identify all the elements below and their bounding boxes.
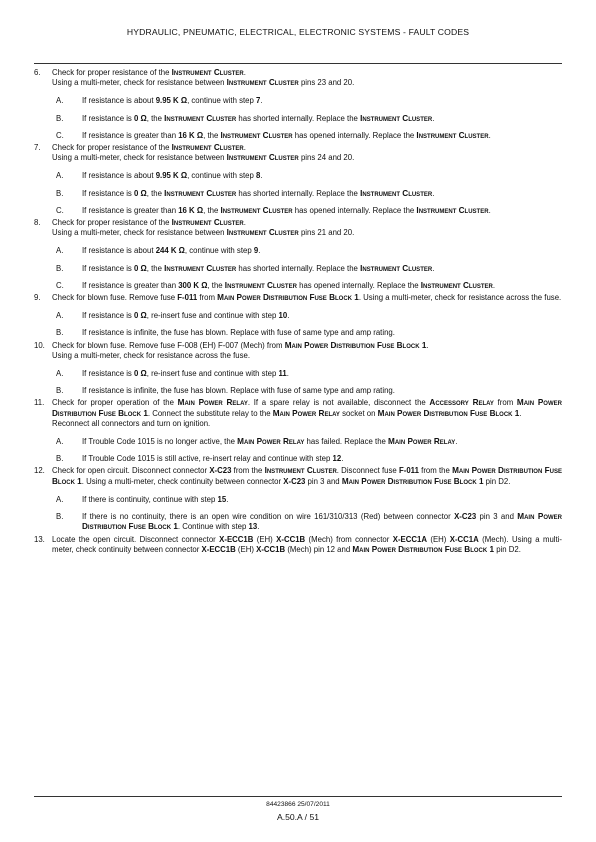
bold-text: 0 Ω <box>134 311 147 321</box>
text-run: Using a multi-meter, check for resistance across the fuse. <box>52 350 251 360</box>
text-run: , re-insert fuse and continue with step <box>146 369 279 379</box>
text-run: has failed. Replace the <box>304 437 389 447</box>
text-run: pins 24 and 20. <box>298 153 355 163</box>
text-run: . <box>226 494 229 504</box>
bold-text: 13 <box>248 522 258 532</box>
text-run: (Mech) from connector <box>305 534 393 544</box>
procedure-step <box>34 293 562 339</box>
bold-text: 9.95 K Ω <box>155 96 188 106</box>
component-name: Instrument Cluster <box>220 205 293 215</box>
text-run: . <box>257 522 260 532</box>
step-body <box>52 143 562 163</box>
text-run: If resistance is about <box>82 246 156 256</box>
text-run: , the <box>146 113 165 123</box>
bold-text: X-C23 <box>454 512 477 522</box>
text-run: If resistance is <box>82 113 134 123</box>
bold-text: X-CC1B <box>256 544 286 554</box>
sub-step-letter: A. <box>56 369 64 379</box>
component-name: Instrument Cluster <box>360 188 433 198</box>
step-body <box>52 218 562 238</box>
bold-text: X-ECC1B <box>201 544 236 554</box>
text-run: Check for proper resistance of the <box>52 68 172 77</box>
sub-step <box>52 171 562 181</box>
page-header: HYDRAULIC, PNEUMATIC, ELECTRICAL, ELECTRONIC SYSTEMS - FAULT CODES <box>126 27 470 37</box>
step-line <box>52 78 562 88</box>
text-run: pins 21 and 20. <box>298 228 355 238</box>
step-line <box>52 419 562 429</box>
text-run: If resistance is greater than <box>82 130 179 140</box>
text-run: Reconnect all connectors and turn on ignition. <box>52 418 211 428</box>
text-run: Locate the open circuit. Disconnect connector <box>52 534 220 544</box>
step-line <box>52 341 562 351</box>
text-run: from <box>493 398 517 408</box>
text-run: . <box>432 113 435 123</box>
bold-text: 0 Ω <box>134 188 147 198</box>
component-name: Instrument Cluster <box>226 228 299 238</box>
sub-step-letter: B. <box>56 454 64 464</box>
text-run: , continue with step <box>184 246 254 256</box>
step-body <box>52 535 562 555</box>
component-name: Instrument Cluster <box>164 263 237 273</box>
step-number: 11. <box>34 398 45 408</box>
sub-step-list <box>52 437 562 464</box>
sub-step-letter: C. <box>56 280 64 290</box>
text-run: (EH) <box>253 534 277 544</box>
component-name: Instrument Cluster <box>171 218 244 228</box>
component-name: Main Power Distribution Fuse Block 1 <box>352 544 495 554</box>
text-run: , the <box>207 280 225 290</box>
bold-text: 9.95 K Ω <box>155 171 188 181</box>
bold-text: X-CC1A <box>449 534 479 544</box>
text-run: Check for proper resistance of the <box>52 218 172 228</box>
sub-step <box>52 189 562 199</box>
text-run: If there is no continuity, there is an open wire condition on wire 161/310/313 (Red) between connector <box>82 512 455 522</box>
text-run: has opened internally. Replace the <box>296 280 421 290</box>
component-name: Main Power Distribution Fuse Block 1 <box>377 408 520 418</box>
text-run: from the <box>418 466 453 476</box>
text-run: has opened internally. Replace the <box>292 205 417 215</box>
component-name: Instrument Cluster <box>226 78 299 88</box>
text-run: (EH) <box>235 544 257 554</box>
procedure-step <box>34 68 562 141</box>
component-name: Instrument Cluster <box>171 68 244 77</box>
text-run: (Mech). Using a multi-meter, check continuity between connector <box>52 534 563 554</box>
component-name: Instrument Cluster <box>360 113 433 123</box>
bold-text: X-ECC1A <box>392 534 427 544</box>
text-run: Check for proper resistance of the <box>52 143 172 153</box>
sub-step-letter: A. <box>56 246 64 256</box>
component-name: Instrument Cluster <box>164 188 237 198</box>
bold-text: 15 <box>217 494 227 504</box>
bold-text: 16 K Ω <box>178 130 204 140</box>
bold-text: 12 <box>332 454 342 464</box>
bold-text: 0 Ω <box>134 263 147 273</box>
text-run: . <box>260 171 263 181</box>
component-name: Main Power Relay <box>388 437 456 447</box>
text-run: . If a spare relay is not available, disconnect the <box>247 398 430 408</box>
step-line <box>52 68 562 78</box>
text-run: Check for blown fuse. Remove fuse <box>52 293 178 303</box>
step-number: 7. <box>34 143 41 153</box>
bold-text: 0 Ω <box>134 113 147 123</box>
text-run: Using a multi-meter, check for resistance between <box>52 153 227 163</box>
text-run: . <box>287 311 290 321</box>
text-run: Using a multi-meter, check for resistance between <box>52 228 227 238</box>
text-run: . <box>455 437 458 447</box>
component-name: Instrument Cluster <box>220 130 293 140</box>
sub-step-letter: A. <box>56 494 64 504</box>
procedure-step <box>34 535 562 555</box>
sub-step-letter: B. <box>56 188 64 198</box>
text-run: pins 23 and 20. <box>298 78 355 88</box>
sub-step-letter: C. <box>56 130 64 140</box>
step-line <box>52 293 562 303</box>
text-run: . <box>432 188 435 198</box>
text-run: . <box>488 205 491 215</box>
bold-text: 10 <box>278 311 288 321</box>
component-name: Instrument Cluster <box>264 466 337 476</box>
step-line <box>52 466 562 486</box>
step-line <box>52 398 562 418</box>
component-name: Main Power Distribution Fuse Block 1 <box>52 398 562 418</box>
text-run: , the <box>203 130 221 140</box>
step-line <box>52 153 562 163</box>
step-body <box>52 466 562 486</box>
text-run: (EH) <box>426 534 450 544</box>
sub-step-list <box>52 171 562 216</box>
text-run: If resistance is infinite, the fuse has blown. Replace with fuse of same type and amp rating. <box>82 328 395 338</box>
component-name: Main Power Distribution Fuse Block 1 <box>284 340 427 350</box>
text-run: , re-insert fuse and continue with step <box>146 311 279 321</box>
text-run: pin D2. <box>494 544 521 554</box>
step-line <box>52 218 562 228</box>
text-run: socket on <box>339 408 378 418</box>
text-run: has shorted internally. Replace the <box>236 188 361 198</box>
sub-step-letter: B. <box>56 328 64 338</box>
sub-step <box>52 131 562 141</box>
bold-text: 300 K Ω <box>178 280 208 290</box>
text-run: If resistance is about <box>82 96 156 106</box>
sub-step-letter: A. <box>56 311 64 321</box>
text-run: If Trouble Code 1015 is no longer active, the <box>82 437 238 447</box>
text-run: . <box>492 280 496 290</box>
sub-step-list <box>52 495 562 533</box>
text-run: , continue with step <box>187 96 256 106</box>
text-run: If Trouble Code 1015 is still active, re-insert relay and continue with step <box>82 454 333 464</box>
procedure-step <box>34 341 562 397</box>
text-run: . Disconnect fuse <box>336 466 399 476</box>
step-body <box>52 293 562 303</box>
header-rule <box>34 63 562 64</box>
component-name: Instrument Cluster <box>420 280 493 290</box>
step-number: 9. <box>34 293 41 303</box>
text-run: Check for open circuit. Disconnect connector <box>52 466 210 476</box>
sub-step <box>52 495 562 505</box>
text-run: from the <box>231 466 265 476</box>
sub-step <box>52 386 562 396</box>
text-run: If resistance is <box>82 188 134 198</box>
sub-step <box>52 311 562 321</box>
page-number: A.50.A / 51 <box>276 812 320 822</box>
sub-step-letter: A. <box>56 96 64 106</box>
text-run: . <box>260 96 263 106</box>
footer-rule <box>34 796 562 797</box>
sub-step-list <box>52 246 562 291</box>
step-line <box>52 143 562 153</box>
component-name: Instrument Cluster <box>226 153 299 163</box>
component-name: Main Power Distribution Fuse Block 1 <box>52 466 562 486</box>
text-run: pin D2. <box>483 476 511 486</box>
component-name: Instrument Cluster <box>360 263 433 273</box>
sub-step <box>52 328 562 338</box>
text-run: from <box>197 293 218 303</box>
bold-text: X-C23 <box>283 476 306 486</box>
sub-step-letter: B. <box>56 113 64 123</box>
text-run: If resistance is <box>82 369 134 379</box>
step-number: 8. <box>34 218 41 228</box>
bold-text: 7 <box>256 96 261 106</box>
text-run: If resistance is <box>82 263 134 273</box>
sub-step-letter: A. <box>56 171 64 181</box>
text-run: . Connect the substitute relay to the <box>147 408 273 418</box>
sub-step <box>52 96 562 106</box>
text-run: If resistance is about <box>82 171 156 181</box>
procedure-step <box>34 466 562 532</box>
step-body <box>52 341 562 361</box>
text-run: If resistance is <box>82 311 134 321</box>
component-name: Main Power Relay <box>177 398 248 408</box>
sub-step <box>52 264 562 274</box>
text-run: . <box>286 369 289 379</box>
text-run: . Using a multi-meter, check continuity between connector <box>81 476 284 486</box>
text-run: , the <box>203 205 221 215</box>
text-run: pin 3 and <box>305 476 342 486</box>
text-run: . <box>488 130 491 140</box>
text-run: , the <box>146 263 165 273</box>
text-run: . <box>243 68 246 77</box>
step-body <box>52 398 562 429</box>
text-run: has shorted internally. Replace the <box>236 263 361 273</box>
procedure-steps <box>34 68 562 557</box>
step-number: 12. <box>34 466 45 476</box>
bold-text: F-011 <box>177 293 198 303</box>
bold-text: 0 Ω <box>134 369 147 379</box>
step-line <box>52 228 562 238</box>
document-code: 84423866 25/07/2011 <box>266 801 330 808</box>
text-run: pin 3 and <box>476 512 518 522</box>
text-run: (Mech) pin 12 and <box>285 544 353 554</box>
bold-text: 9 <box>253 246 259 256</box>
sub-step-letter: C. <box>56 205 64 215</box>
step-line <box>52 351 562 361</box>
component-name: Main Power Distribution Fuse Block 1 <box>217 293 359 303</box>
text-run: . Continue with step <box>177 522 249 532</box>
step-number: 6. <box>34 68 41 77</box>
step-line <box>52 535 562 555</box>
text-run: , the <box>146 188 165 198</box>
sub-step <box>52 246 562 256</box>
text-run: If resistance is infinite, the fuse has blown. Replace with fuse of same type and amp rating. <box>82 386 395 396</box>
text-run: If there is continuity, continue with step <box>82 494 218 504</box>
text-run: . Using a multi-meter, check for resistance across the fuse. <box>358 293 562 303</box>
text-run: . <box>243 218 246 228</box>
bold-text: X-C23 <box>209 466 232 476</box>
component-name: Main Power Relay <box>272 408 340 418</box>
component-name: Main Power Relay <box>237 437 305 447</box>
sub-step-letter: B. <box>56 512 64 522</box>
component-name: Instrument Cluster <box>416 205 489 215</box>
procedure-step <box>34 143 562 216</box>
step-body <box>52 68 562 88</box>
text-run: Check for proper operation of the <box>52 398 178 408</box>
sub-step <box>52 454 562 464</box>
bold-text: X-ECC1B <box>219 534 254 544</box>
component-name: Instrument Cluster <box>224 280 297 290</box>
bold-text: 8 <box>256 171 261 181</box>
text-run: . <box>258 246 261 256</box>
sub-step-letter: B. <box>56 386 64 396</box>
text-run: If resistance is greater than <box>82 280 179 290</box>
text-run: Using a multi-meter, check for resistance between <box>52 78 227 88</box>
text-run: . <box>432 263 435 273</box>
text-run: has opened internally. Replace the <box>292 130 417 140</box>
step-number: 10. <box>34 340 45 350</box>
sub-step-list <box>52 311 562 338</box>
sub-step <box>52 437 562 447</box>
text-run: . <box>243 143 246 153</box>
component-name: Instrument Cluster <box>416 130 489 140</box>
text-run: Check for blown fuse. Remove fuse F-008 (EH) F-007 (Mech) from <box>52 340 285 350</box>
sub-step <box>52 369 562 379</box>
sub-step <box>52 281 562 291</box>
sub-step-list <box>52 96 562 141</box>
procedure-step <box>34 398 562 464</box>
text-run: . <box>341 454 344 464</box>
text-run: . <box>519 408 522 418</box>
bold-text: 16 K Ω <box>178 205 204 215</box>
text-run: , continue with step <box>187 171 256 181</box>
text-run: . <box>426 340 429 350</box>
component-name: Main Power Distribution Fuse Block 1 <box>82 512 563 532</box>
component-name: Accessory Relay <box>429 398 494 408</box>
bold-text: 244 K Ω <box>155 246 185 256</box>
sub-step <box>52 512 562 532</box>
procedure-step <box>34 218 562 291</box>
bold-text: 11 <box>278 369 287 379</box>
sub-step-letter: A. <box>56 437 64 447</box>
step-number: 13. <box>34 534 45 544</box>
sub-step <box>52 114 562 124</box>
component-name: Instrument Cluster <box>171 143 244 153</box>
bold-text: F-011 <box>398 466 419 476</box>
sub-step-list <box>52 369 562 396</box>
sub-step <box>52 206 562 216</box>
bold-text: X-CC1B <box>276 534 306 544</box>
text-run: has shorted internally. Replace the <box>236 113 361 123</box>
sub-step-letter: B. <box>56 263 64 273</box>
text-run: If resistance is greater than <box>82 205 179 215</box>
component-name: Instrument Cluster <box>164 113 237 123</box>
component-name: Main Power Distribution Fuse Block 1 <box>341 476 484 486</box>
